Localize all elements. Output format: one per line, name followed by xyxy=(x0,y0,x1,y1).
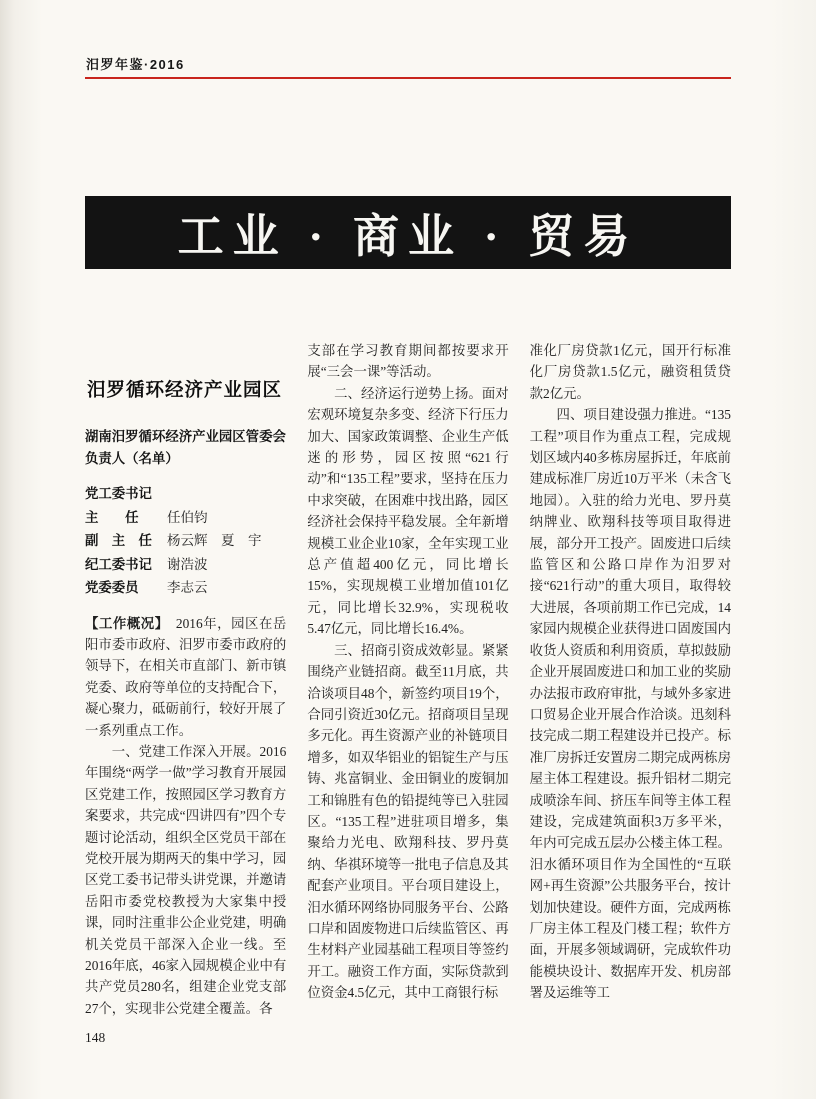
role-row xyxy=(85,506,286,530)
column-left xyxy=(85,340,286,1040)
running-head: 汨罗年鉴·2016 xyxy=(86,57,185,72)
page-number: 148 xyxy=(85,1030,106,1045)
paragraph: 二、经济运行逆势上扬。面对宏观环境复杂多变、经济下行压力加大、国家政策调整、企业生产低迷的形势，园区按照“621行动”和“135工程”要求，坚持在压力中求突破，在困难中找出路，园区经济社会保持平稳发展。全年新增规模工业企业10家，全年实现工业总产值超400亿元，同比增长15%，实现规模工业增加值101亿元，同比增长32.9%，实现税收5.47亿元，同比增长16.4%。 xyxy=(307,385,509,637)
role-title: 党委委员 xyxy=(85,580,139,595)
paragraph: 一、党建工作深入开展。2016年围绕“两学一做”学习教育开展园区党建工作，按照园区学习教育方案要求，共完成“四讲四有”四个专题讨论活动，组织全区党员干部在党校开展为期两天的集中学习，园区党工委书记带头讲党课，并邀请岳阳市委党校教授为大家集中授课，同时注重非公企业党建，明确机关党员干部深入企业一线。至2016年底，46家入园规模企业中有共产党员280名，组建企业党支部27个，实现非公党建全覆盖。各 xyxy=(85,743,287,1016)
section-banner xyxy=(85,196,731,269)
overview-label: 【工作概况】 xyxy=(85,615,162,631)
role-row xyxy=(85,529,286,553)
role-title: 纪工委书记 xyxy=(85,556,152,572)
role-title: 党工委书记 xyxy=(85,486,152,501)
paragraph: 支部在学习教育期间都按要求开展“三会一课”等活动。 xyxy=(307,343,509,380)
role-title: 副 主 任 xyxy=(85,533,152,548)
role-names: 任伯钧 xyxy=(167,509,208,525)
role-names: 杨云辉 夏 宇 xyxy=(167,533,262,548)
org-block xyxy=(85,426,286,470)
org-name-line2: 负责人（名单） xyxy=(85,451,179,466)
header-rule xyxy=(85,77,731,79)
role-row xyxy=(85,482,286,506)
role-title: 主 任 xyxy=(85,509,139,525)
paragraph-overview xyxy=(85,613,286,741)
overview-text: 2016年，园区在岳阳市委市政府、汨罗市委市政府的领导下，在相关市直部门、新市镇党委、政府等单位的支持配合下，凝心聚力，砥砺前行，较好开展了一系列重点工作。 xyxy=(85,615,287,738)
paragraph: 准化厂房贷款1亿元，国开行标准化厂房贷款1.5亿元，融资租赁贷款2亿元。 xyxy=(529,343,731,401)
section-title: 汨罗循环经济产业园区 xyxy=(87,379,283,400)
article-columns xyxy=(85,340,731,1040)
org-name-line1: 湖南汨罗循环经济产业园区管委会 xyxy=(85,429,286,444)
role-names: 李志云 xyxy=(167,580,208,595)
role-names: 谢浩波 xyxy=(167,556,208,572)
paragraph: 三、招商引资成效彰显。紧紧围绕产业链招商。截至11月底，共洽谈项目48个，新签约项目19个，合同引资近30亿元。招商项目呈现多元化。再生资源产业的补链项目增多，如双华铝业的铝锭生产与压铸、兆富铜业、金田铜业的废铜加工和锦胜有色的铅提纯等已入驻园区。“135工程”进驻项目增多，集聚给力光电、欧翔科技、罗丹莫纳、华祺环境等一批电子信息及其配套产业项目。平台项目建设上，汨水循环网络协同服务平台、公路口岸和固废物进口后续监管区、再生材料产业园基础工程项目等签约开工。融资工作方面，实际贷款到位资金4.5亿元，其中工商银行标 xyxy=(307,642,509,1001)
leaders-list xyxy=(85,482,286,600)
column-middle xyxy=(307,340,508,1040)
column-right xyxy=(530,340,731,1040)
paragraph: 四、项目建设强力推进。“135工程”项目作为重点工程，完成规划区域内40多栋房屋拆迁，年底前建成标准厂房近10万平米（未含飞地园）。入驻的给力光电、罗丹莫纳牌业、欧翔科技等项目取得进展，部分开工投产。固废进口后续监管区和公路口岸作为汨罗对接“621行动”的重大项目，取得较大进展，各项前期工作已完成，14家园内规模企业获得进口固废国内收货人资质和利用资质，草拟鼓励企业开展固废进口和加工业的奖励办法报市政府审批，与域外多家进口贸易企业开展合作洽谈。迅刻科技完成二期工程建设并已投产。标准厂房拆迁安置房二期完成两栋房屋主体工程建设。振升铝材二期完成喷涂车间、挤压车间等主体工程建设，完成建筑面积3万多平米，年内可完成五层办公楼主体工程。汨水循环项目作为全国性的“互联网+再生资源”公共服务平台，按计划加快建设。硬件方面，完成两栋厂房主体工程及门楼工程；软件方面，开展多领域调研，完成软件功能模块设计、数据库开发、机房部署及运维等工 xyxy=(529,407,731,1001)
role-row xyxy=(85,576,286,600)
role-row xyxy=(85,553,286,577)
banner-title: 工业 · 商业 · 贸易 xyxy=(177,210,639,262)
